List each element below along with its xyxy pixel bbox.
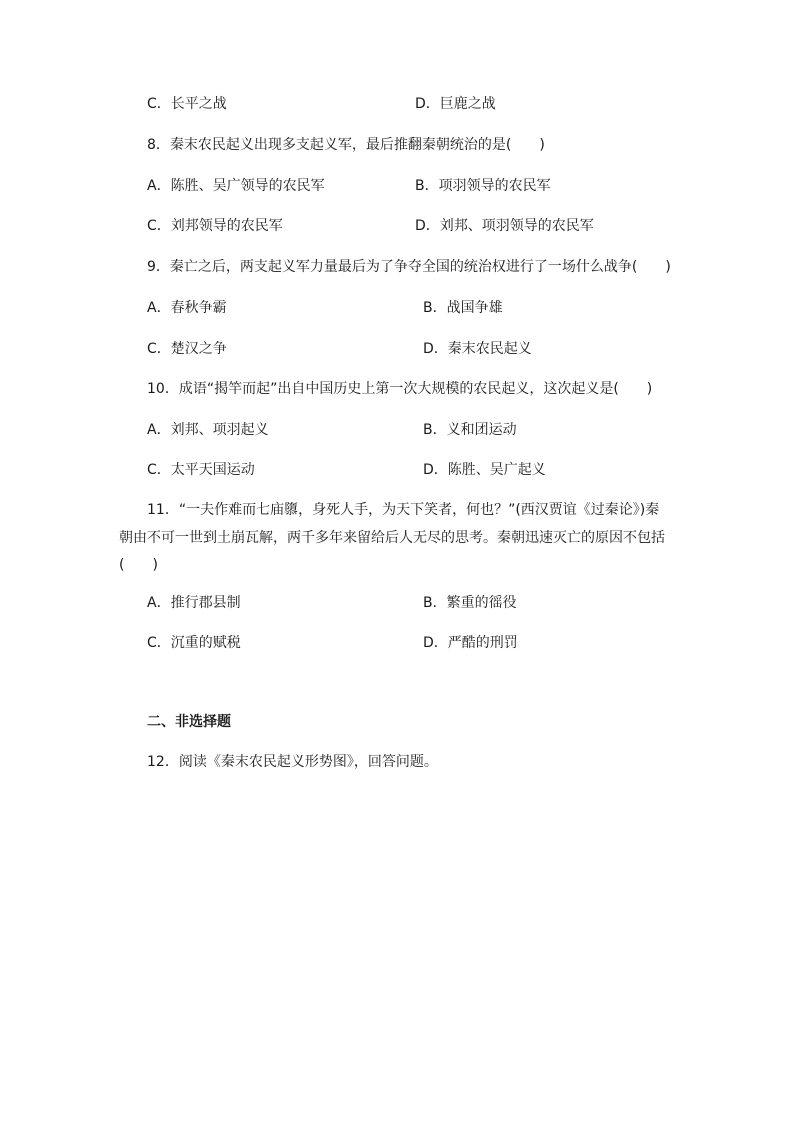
- q7-option-d: D．巨鹿之战: [415, 96, 496, 112]
- q10-option-d: D．陈胜、吴广起义: [423, 462, 546, 478]
- q9-option-d: D．秦末农民起义: [423, 341, 532, 357]
- q11-option-b: B．繁重的徭役: [423, 595, 517, 611]
- q8-stem: 8．秦末农民起义出现多支起义军，最后推翻秦朝统治的是( ): [147, 137, 545, 153]
- q12-stem: 12．阅读《秦末农民起义形势图》，回答问题。: [147, 754, 438, 770]
- q8-option-b: B．项羽领导的农民军: [415, 178, 551, 194]
- q10-option-a: A．刘邦、项羽起义: [147, 422, 269, 438]
- q11-option-d: D．严酷的刑罚: [423, 635, 518, 651]
- q8-option-d: D．刘邦、项羽领导的农民军: [415, 218, 594, 234]
- q7-option-c: C．长平之战: [147, 96, 227, 112]
- q9-stem: 9．秦亡之后，两支起义军力量最后为了争夺全国的统治权进行了一场什么战争( ): [147, 259, 671, 275]
- q11-stem-line-1: 11．“一夫作难而七庙隳，身死人手，为天下笑者，何也？”(西汉贾谊《过秦论》)秦: [147, 502, 660, 518]
- q10-option-c: C．太平天国运动: [147, 462, 255, 478]
- q10-option-b: B．义和团运动: [423, 422, 517, 438]
- q9-option-b: B．战国争雄: [423, 300, 503, 316]
- q10-stem: 10．成语“揭竿而起”出自中国历史上第一次大规模的农民起义，这次起义是( ): [147, 381, 653, 397]
- q11-stem-line-2: 朝由不可一世到土崩瓦解，两千多年来留给后人无尽的思考。秦朝迅速灭亡的原因不包括: [119, 530, 665, 546]
- q11-stem-line-3: ( ): [119, 557, 158, 573]
- q9-option-a: A．春秋争霸: [147, 300, 227, 316]
- q8-option-c: C．刘邦领导的农民军: [147, 218, 283, 234]
- q8-option-a: A．陈胜、吴广领导的农民军: [147, 178, 325, 194]
- q11-option-c: C．沉重的赋税: [147, 635, 241, 651]
- q9-option-c: C．楚汉之争: [147, 341, 227, 357]
- q11-option-a: A．推行郡县制: [147, 595, 241, 611]
- section-title-non-choice: 二、非选择题: [147, 714, 231, 730]
